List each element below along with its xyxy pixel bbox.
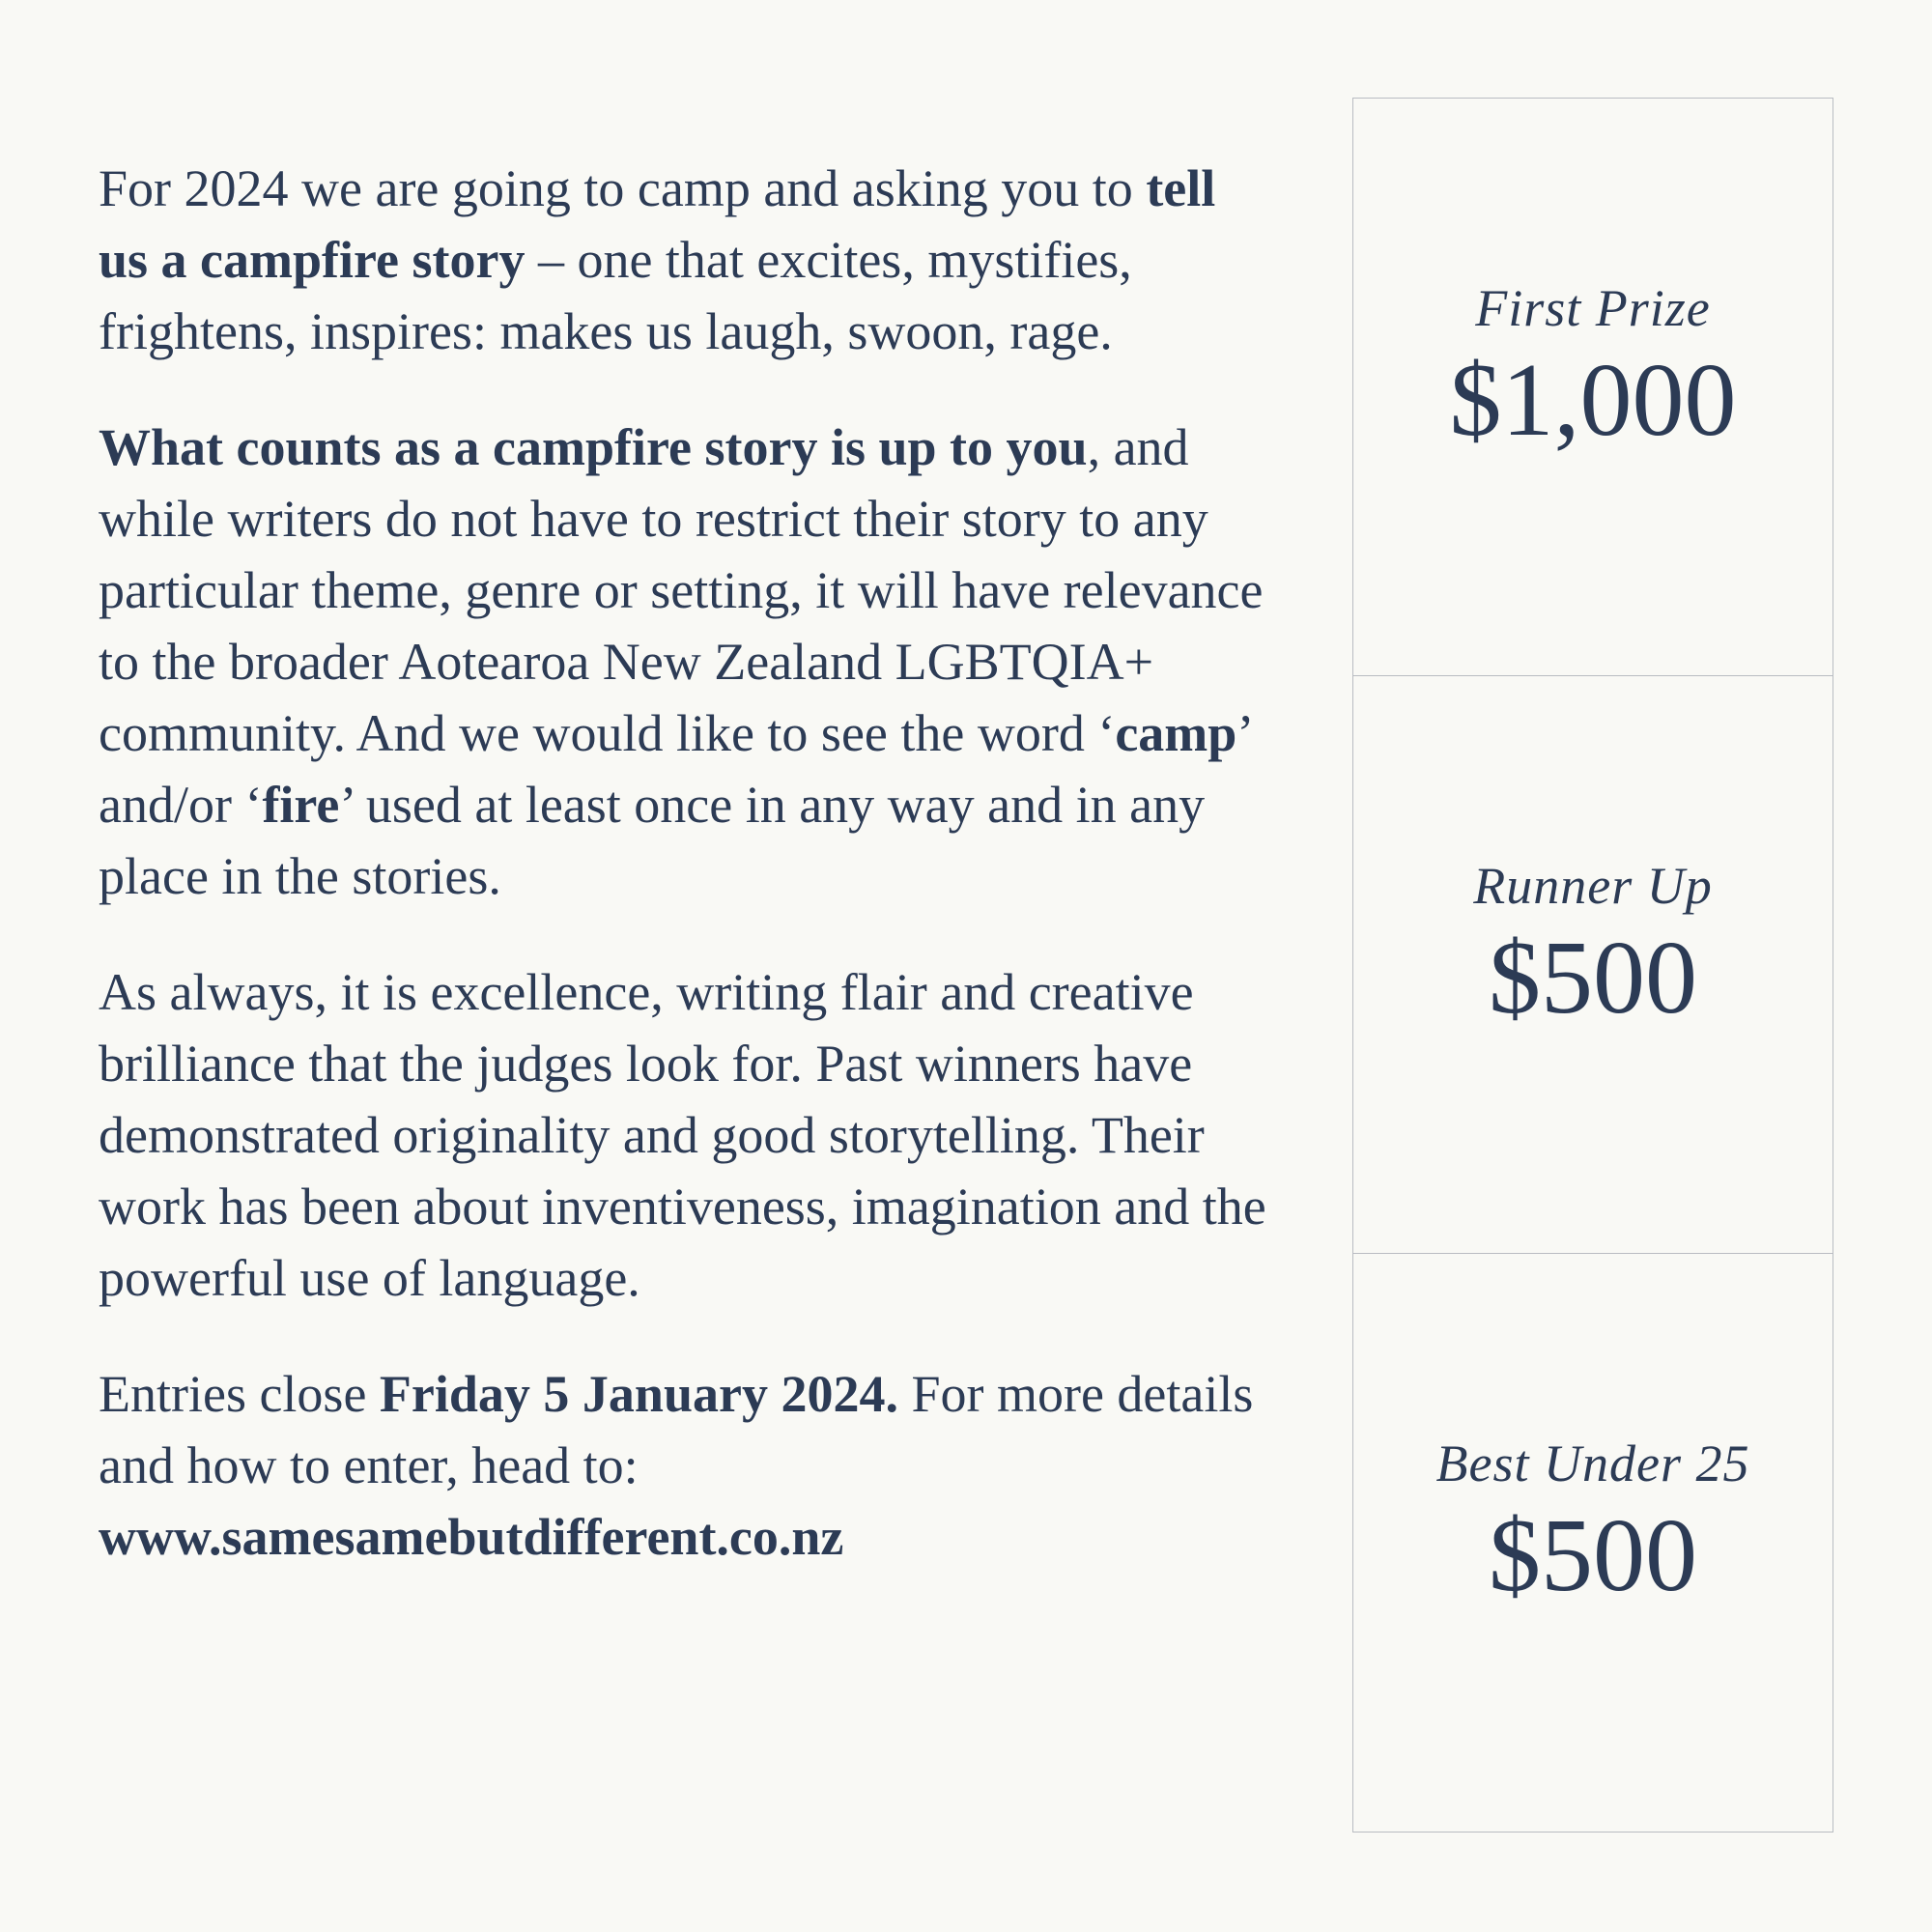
intro-emphasis: tell us a campfire story <box>99 159 1216 289</box>
website-url: www.samesamebutdifferent.co.nz <box>99 1508 844 1566</box>
prize-panel <box>1352 98 1833 1833</box>
entries-text: Entries close <box>99 1365 380 1423</box>
entries-text-2: For more details and how to enter, head to: <box>99 1365 1254 1494</box>
prize-best-under-25 <box>1353 1254 1833 1832</box>
criteria-text: , and while writers do not have to restrict their story to any particular theme, genre or setting, it will have relevance to the broader Aotearoa New Zealand LGBTQIA+ community. And we would like to see the word ‘ <box>99 418 1264 762</box>
criteria-text-3: ’ used at least once in any way and in any place in the stories. <box>99 776 1206 905</box>
judging-paragraph <box>99 956 1277 1314</box>
prize-first <box>1353 99 1833 676</box>
criteria-emphasis: What counts as a campfire story is up to you <box>99 418 1088 476</box>
entries-paragraph <box>99 1358 1277 1573</box>
closing-date: Friday 5 January 2024. <box>379 1365 898 1423</box>
prize-runner-up <box>1353 676 1833 1254</box>
judging-text: As always, it is excellence, writing flair and creative brilliance that the judges look for. Past winners have demonstrated originality and good storytelling. Their work has been about inventiveness, imagination and the powerful use of language. <box>99 963 1266 1307</box>
intro-text-2: – one that excites, mystifies, frightens, inspires: makes us laugh, swoon, rage. <box>99 231 1132 360</box>
body-copy <box>99 153 1277 1617</box>
criteria-paragraph <box>99 412 1277 912</box>
prize-label: Runner Up <box>1473 856 1713 915</box>
intro-text: For 2024 we are going to camp and asking you to <box>99 159 1147 217</box>
prize-label: Best Under 25 <box>1435 1435 1750 1492</box>
word-camp: camp <box>1115 704 1237 762</box>
prize-label: First Prize <box>1475 278 1711 337</box>
prize-amount: $500 <box>1489 1498 1697 1613</box>
criteria-text-2: ’ and/or ‘ <box>99 704 1251 834</box>
prize-amount: $500 <box>1489 920 1697 1036</box>
word-fire: fire <box>262 776 340 834</box>
intro-paragraph <box>99 153 1277 367</box>
prize-amount: $1,000 <box>1449 342 1737 458</box>
